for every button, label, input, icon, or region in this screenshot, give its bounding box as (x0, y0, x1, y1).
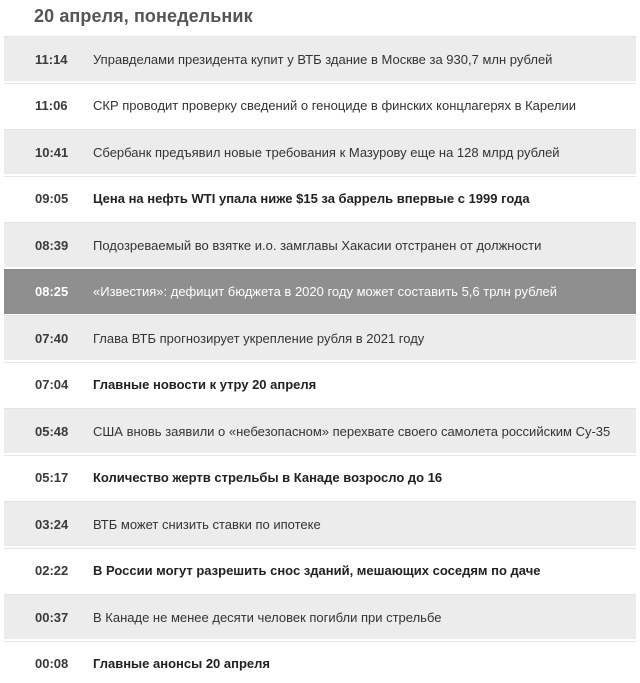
news-headline-link[interactable]: Подозреваемый во взятке и.о. замглавы Хакасии отстранен от должности (93, 237, 542, 253)
news-headline-link[interactable]: Цена на нефть WTI упала ниже $15 за баррель впервые с 1999 года (93, 191, 530, 206)
news-headline-link[interactable]: США вновь заявили о «небезопасном» перехвате своего самолета российским Су-35 (93, 423, 611, 439)
news-time: 00:08 (35, 656, 69, 671)
news-list (4, 36, 636, 683)
news-item[interactable] (4, 362, 636, 407)
news-item[interactable] (4, 129, 636, 174)
news-item[interactable] (4, 315, 636, 360)
news-item[interactable] (4, 83, 636, 128)
news-time: 05:17 (35, 470, 69, 485)
news-item[interactable] (4, 501, 636, 546)
news-time: 07:40 (35, 330, 69, 346)
news-time: 05:48 (35, 423, 69, 439)
news-item[interactable] (4, 641, 636, 683)
news-item[interactable] (4, 594, 636, 639)
news-time: 08:39 (35, 237, 69, 253)
news-headline-link[interactable]: СКР проводит проверку сведений о геноциде в финских концлагерях в Карелии (93, 98, 577, 113)
news-headline-link[interactable]: «Известия»: дефицит бюджета в 2020 году может составить 5,6 трлн рублей (93, 284, 558, 299)
news-headline-link[interactable]: ВТБ может снизить ставки по ипотеке (93, 516, 321, 532)
news-item[interactable] (4, 176, 636, 221)
news-item-highlighted[interactable] (4, 269, 636, 314)
news-time: 11:06 (35, 98, 68, 113)
news-headline-link[interactable]: Сбербанк предъявил новые требования к Мазурову еще на 128 млрд рублей (93, 144, 560, 160)
news-time: 11:14 (35, 51, 68, 67)
news-item[interactable] (4, 222, 636, 267)
news-time: 07:04 (35, 377, 69, 392)
day-heading: 20 апреля, понедельник (34, 6, 253, 26)
news-item[interactable] (4, 548, 636, 593)
news-item[interactable] (4, 408, 636, 453)
news-headline-link[interactable]: Управделами президента купит у ВТБ здание в Москве за 930,7 млн рублей (93, 51, 553, 67)
news-item[interactable] (4, 36, 636, 81)
news-headline-link[interactable]: Главные новости к утру 20 апреля (93, 377, 317, 392)
news-headline-link[interactable]: В Канаде не менее десяти человек погибли при стрельбе (93, 609, 442, 625)
news-headline-link[interactable]: Главные анонсы 20 апреля (93, 656, 270, 671)
news-time: 03:24 (35, 516, 69, 532)
news-time: 10:41 (35, 144, 69, 160)
news-headline-link[interactable]: В России могут разрешить снос зданий, мешающих соседям по даче (93, 563, 541, 578)
news-headline-link[interactable]: Глава ВТБ прогнозирует укрепление рубля в 2021 году (93, 330, 425, 346)
news-item[interactable] (4, 455, 636, 500)
news-time: 08:25 (35, 284, 69, 299)
news-time: 02:22 (35, 563, 69, 578)
news-time: 00:37 (35, 609, 69, 625)
news-time: 09:05 (35, 191, 69, 206)
news-headline-link[interactable]: Количество жертв стрельбы в Канаде возросло до 16 (93, 470, 443, 485)
